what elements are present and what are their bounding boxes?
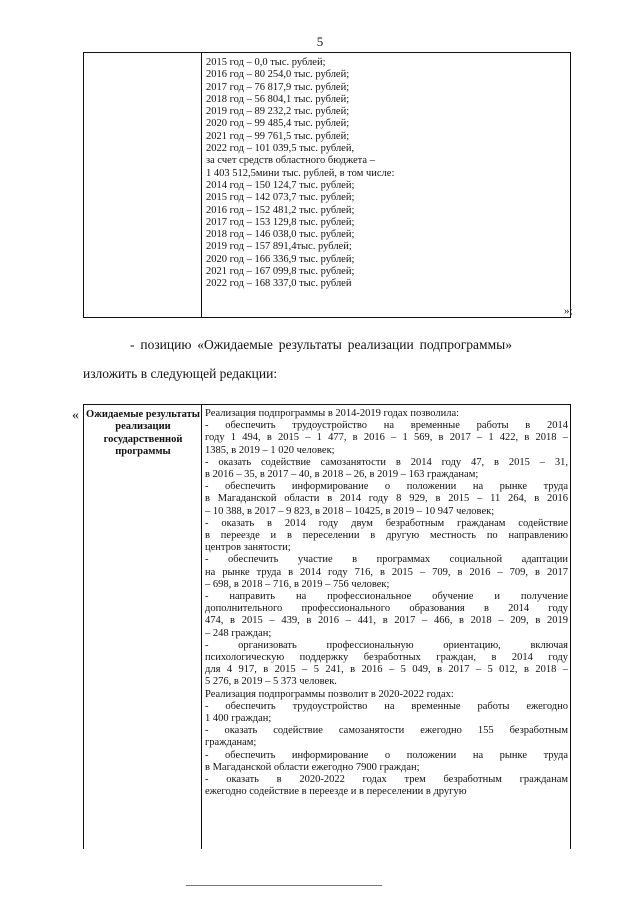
opening-quote-mark: « — [72, 408, 79, 423]
results-line: - организовать профессиональную ориентацию, включая — [205, 639, 568, 651]
results-line: - обеспечить информирование о положении на рынке труда — [205, 481, 568, 493]
results-line: - обеспечить информирование о положении на рынке труда — [205, 749, 568, 761]
results-line: - обеспечить участие в программах социальной адаптации — [205, 554, 568, 566]
results-line: дополнительного профессионального образования в 2014 году — [205, 603, 568, 615]
results-table-label: Ожидаемые результаты реализации государственной программы — [86, 409, 200, 458]
funding-line: 2021 год – 167 099,8 тыс. рублей; — [206, 266, 355, 278]
funding-line: 2016 год – 152 481,2 тыс. рублей; — [206, 204, 355, 216]
funding-line: 2020 год – 99 485,4 тыс. рублей; — [206, 118, 350, 130]
results-line: 1 400 граждан; — [205, 713, 272, 725]
results-line: 1385, в 2019 – 1 020 человек; — [205, 444, 335, 456]
funding-line: за счет средств областного бюджета – — [206, 155, 375, 167]
funding-line: 2022 год – 168 337,0 тыс. рублей — [206, 278, 352, 290]
results-line: 5 276, в 2019 – 5 373 человек. — [205, 676, 337, 688]
funding-line: 2019 год – 89 232,2 тыс. рублей; — [206, 106, 350, 118]
funding-line: 2020 год – 166 336,9 тыс. рублей; — [206, 253, 355, 265]
results-line: центров занятости; — [205, 542, 291, 554]
results-table — [83, 404, 571, 849]
results-line: психологическую поддержку безработных граждан, в 2014 году — [205, 652, 568, 664]
footer-rule — [186, 885, 382, 886]
results-lines — [205, 408, 568, 799]
results-line: в Магаданской области в 2014 году 8 929, в 2015 – 11 264, в 2016 — [205, 493, 568, 505]
funding-line: 2017 год – 76 817,9 тыс. рублей; — [206, 81, 350, 93]
results-line: – 698, в 2018 – 716, в 2019 – 756 человек; — [205, 578, 390, 590]
funding-table-label-cell — [84, 53, 202, 317]
funding-line: 2018 год – 146 038,0 тыс. рублей; — [206, 229, 355, 241]
instruction-line-2: изложить в следующей редакции: — [83, 366, 278, 381]
results-line: гражданам; — [205, 737, 257, 749]
funding-line: 2019 год – 157 891,4тыс. рублей; — [206, 241, 352, 253]
results-line: в 2016 – 35, в 2017 – 40, в 2018 – 26, в 2019 – 163 гражданам; — [205, 469, 479, 481]
results-line: ежегодно содействие в переезде и в переселении в другую — [205, 786, 467, 798]
results-line: – 248 граждан; — [205, 627, 272, 639]
funding-line: 2016 год – 80 254,0 тыс. рублей; — [206, 69, 350, 81]
funding-line: 2015 год – 142 073,7 тыс. рублей; — [206, 192, 355, 204]
funding-line: 2022 год – 101 039,5 тыс. рублей, — [206, 143, 355, 155]
results-line: - направить на профессиональное обучение и получение — [205, 591, 568, 603]
results-line: – 10 388, в 2017 – 9 823, в 2018 – 10425, в 2019 – 10 947 человек; — [205, 505, 495, 517]
results-line: - обеспечить трудоустройство на временные работы в 2014 — [205, 420, 568, 432]
results-line: - оказать содействие самозанятости в 2014 году 47, в 2015 – 31, — [205, 456, 568, 468]
funding-line: 1 403 512,5мини тыс. рублей, в том числе: — [206, 167, 395, 179]
funding-lines — [206, 57, 566, 291]
results-line: - оказать в 2020-2022 годах трем безработным гражданам — [205, 774, 568, 786]
results-line: 474, в 2015 – 439, в 2016 – 441, в 2017 – 466, в 2018 – 209, в 2019 — [205, 615, 568, 627]
results-line: Реализация подпрограммы позволит в 2020-2022 годах: — [205, 688, 454, 700]
funding-line: 2017 год – 153 129,8 тыс. рублей; — [206, 216, 355, 228]
funding-line: 2015 год – 0,0 тыс. рублей; — [206, 57, 326, 68]
funding-line: 2018 год – 56 804,1 тыс. рублей; — [206, 93, 350, 105]
instruction-line-1: - позицию «Ожидаемые результаты реализации подпрограммы» — [130, 337, 512, 352]
results-line: Реализация подпрограммы в 2014-2019 годах позволила: — [205, 408, 460, 419]
funding-line: 2014 год – 150 124,7 тыс. рублей; — [206, 179, 355, 191]
results-line: для 4 917, в 2015 – 5 241, в 2016 – 5 049, в 2017 – 5 012, в 2018 – — [205, 664, 568, 676]
closing-quote-mark: »; — [564, 305, 573, 317]
results-line: году 1 494, в 2015 – 1 477, в 2016 – 1 569, в 2017 – 1 422, в 2018 – — [205, 432, 568, 444]
results-line: - обеспечить трудоустройство на временные работы ежегодно — [205, 700, 568, 712]
funding-line: 2021 год – 99 761,5 тыс. рублей; — [206, 130, 350, 142]
funding-table — [83, 52, 571, 318]
results-line: - оказать содействие самозанятости ежегодно 155 безработным — [205, 725, 568, 737]
results-line: в Магаданской области ежегодно 7900 граждан; — [205, 761, 420, 773]
results-line: в переезде и в переселении в другую местность по направлению — [205, 530, 568, 542]
results-line: на рынке труда в 2014 году 716, в 2015 – 709, в 2016 – 709, в 2017 — [205, 566, 568, 578]
results-line: - оказать в 2014 году двум безработным гражданам содействие — [205, 517, 568, 529]
results-table-label-cell — [84, 405, 202, 849]
page-number: 5 — [316, 34, 324, 49]
